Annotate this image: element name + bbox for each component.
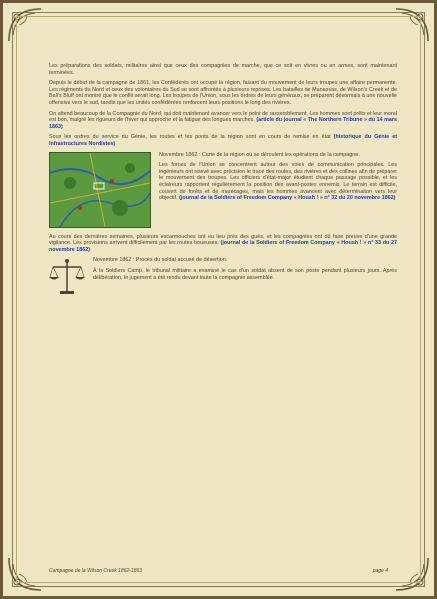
map-heading: Novembre 1862 : Carte de la région où se déroulent les opérations de la campagne.	[159, 151, 360, 158]
page-number: page 4	[372, 568, 388, 574]
corner-ornament-icon	[392, 554, 432, 594]
paragraph: Les préparations des soldats, militaires ainsi que ceux des compagnies de marche, que ce soit en vivres ou en armes, sont maintenant terminées.	[49, 63, 397, 76]
corner-ornament-icon	[5, 554, 45, 594]
corner-ornament-icon	[392, 5, 432, 45]
paragraph-text: On attend beaucoup de la Compagnie du Nord, qui doit maintenant avancer vers le point de rassemblement. Les hommes sont prêts et leur moral est bon, malgré les rigueurs de l'hiver qui approche et la fatigue des longues marches.	[49, 110, 397, 124]
page-footer	[49, 568, 388, 574]
paragraph	[49, 111, 397, 131]
map-block	[49, 152, 397, 230]
balance-block	[49, 257, 397, 299]
paragraph	[49, 234, 397, 254]
scales-of-justice-icon	[49, 257, 85, 297]
map-text	[49, 162, 397, 202]
map-icon	[50, 153, 150, 227]
soldiers-32-link[interactable]: (journal de la Soldiers of Freedom Company « Housh ! » n° 32 du 20 novembre 1862)	[179, 195, 396, 202]
balance-text: À la Soldiers Camp, le tribunal militaire a examiné le cas d'un soldat absent de son poste pendant plusieurs jours. Après délibération, le jugement a été rendu devant toute la compagnie assemblée.	[93, 267, 397, 281]
soldiers-33-link[interactable]: (journal de la Soldiers of Freedom Company « Housh ! » n° 33 du 27 novembre 1862)	[49, 240, 398, 253]
region-map-image	[49, 152, 151, 228]
northern-tribune-link[interactable]: (article du journal « The Northern Tribune » du 14 mars 1863)	[49, 117, 397, 130]
paragraph-text: Sous les ordres du service du Génie, les routes et les ponts de la région sont en cours de remise en état	[49, 134, 331, 141]
document-body	[49, 63, 397, 303]
corner-ornament-icon	[5, 5, 45, 45]
footer-title: Campagne de la Wilson Creek 1862-1863	[49, 568, 143, 574]
map-description: Les forces de l'Union se concentrent autour des voies de communication principales. Les ingénieurs ont relevé avec précision le tracé des routes, des rivières et des collines afin de préparer le mouvement des troupes. Les officiers d'état-major étudient chaque passage possible, et les éclaireurs rapportent régulièrement la position des avant-postes ennemis. Le terrain est difficile, couvert de forêts et de marécages, mais les hommes avancent avec détermination vers leur objectif.	[159, 162, 397, 202]
paragraph-text: Au cours des dernières semaines, plusieurs escarmouches ont eu lieu près des gués, et les compagnies ont dû faire preuve d'une grande vigilance. Les provisions arrivent difficilement par les routes boueuses.	[49, 233, 397, 247]
paragraph: Depuis le début de la campagne de 1861, les Confédérés ont occupé la région, faisant du mouvement de leurs troupes une affaire permanente. Les régiments du Nord et ceux des volontaires du Sud se sont affrontés à plusieurs reprises. Les batailles de Manassas, de Wilson's Creek et de Ball's Bluff ont montré que le conflit serait long. Les troupes de l'Union, sous les ordres de leurs généraux, se préparent désormais à une nouvelle offensive vers le sud, tandis que les unités confédérées renforcent leurs positions le long des rivières.	[49, 80, 397, 106]
paragraph	[49, 134, 397, 147]
historique-link[interactable]: (historique du Génie et Infrastructures Nordistes)	[49, 134, 398, 147]
balance-heading: Novembre 1862 : Procès du soldat accusé de désertion.	[93, 257, 228, 264]
